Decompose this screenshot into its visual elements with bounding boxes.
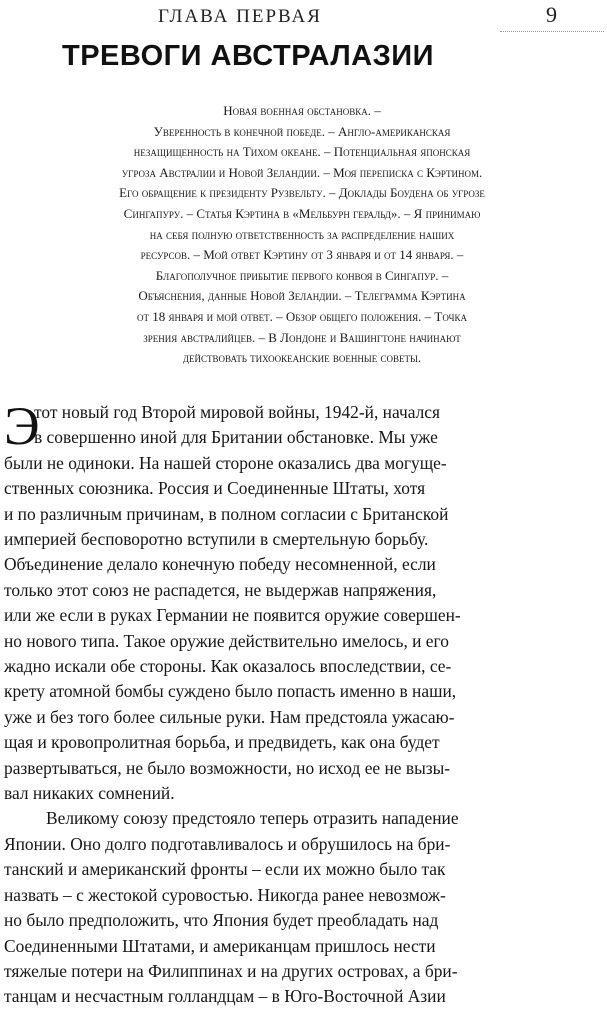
paragraph-1 bbox=[4, 396, 461, 806]
chapter-title: ТРЕВОГИ АВСТРАЛАЗИИ bbox=[62, 40, 434, 72]
body-line: тот новый год Второй мировой войны, 1942-й, начался bbox=[34, 402, 440, 422]
body-line: назвать – с жестокой суровостью. Никогда ранее невозмож- bbox=[4, 884, 446, 905]
body-text bbox=[4, 396, 461, 1010]
summary-line: угроза Австралии и Новой Зеландии. – Моя переписка с Кэртином. bbox=[121, 164, 483, 180]
body-line: и по различным причинам, в полном согласии с Британской bbox=[4, 503, 449, 524]
summary-line: незащищенность на Тихом океане. – Потенциальная японская bbox=[133, 144, 471, 160]
summary-line: зрения австралийцев. – В Лондоне и Вашингтоне начинают bbox=[143, 329, 461, 345]
summary-line: Новая военная обстановка. – bbox=[223, 103, 381, 118]
summary-line: Его обращение к президенту Рузвельту. – Доклады Боудена об угрозе bbox=[119, 185, 485, 201]
body-line: Объединение делало конечную победу несомненной, если bbox=[4, 554, 436, 575]
body-line: развертываться, не было возможности, но исход ее не вызы- bbox=[4, 757, 451, 778]
body-line: Соединенными Штатами, и американцам пришлось нести bbox=[4, 935, 436, 956]
summary-line: ресурсов. – Мой ответ Кэртину от 3 января и от 14 января. – bbox=[140, 247, 464, 263]
body-line: танский и американский фронты – если их можно было так bbox=[4, 859, 446, 880]
summary-line: Сингапуру. – Статья Кэртина в «Мельбурн геральд». – Я принимаю bbox=[123, 205, 481, 221]
header-rule bbox=[500, 31, 604, 32]
body-line: империей бесповоротно вступили в смертельную борьбу. bbox=[4, 529, 429, 550]
body-line: танцам и несчастным голландцам – в Юго-Восточной Азии bbox=[4, 986, 446, 1007]
summary-line: Благополучное прибытие первого конвоя в Сингапур. – bbox=[155, 267, 449, 283]
running-head: ГЛАВА ПЕРВАЯ bbox=[158, 6, 322, 27]
body-line: тяжелые потери на Филиппинах и на других островах, а бри- bbox=[4, 960, 458, 981]
body-line: или же если в руках Германии не появится оружие совершен- bbox=[4, 605, 461, 626]
body-line: Японии. Оно долго подготавливалось и обрушилось на бри- bbox=[4, 833, 451, 854]
body-line: крету атомной бомбы суждено было попасть именно в наши, bbox=[4, 681, 457, 702]
body-line: были не одиноки. На нашей стороне оказались два могуще- bbox=[4, 452, 447, 473]
paragraph-2 bbox=[4, 806, 459, 1009]
body-line: ственных союзника. Россия и Соединенные Штаты, хотя bbox=[4, 478, 426, 499]
summary-line: от 18 января и мой ответ. – Обзор общего положения. – Точка bbox=[137, 308, 467, 324]
body-line: в совершенно иной для Британии обстановке. Мы уже bbox=[34, 427, 438, 448]
summary-line: Объяснения, данные Новой Зеландии. – Телеграмма Кэртина bbox=[138, 288, 466, 304]
body-line: уже и без того более сильные руки. Нам предстояла ужасаю- bbox=[4, 706, 455, 727]
body-line: только этот союз не распадется, не выдержав напряжения, bbox=[4, 579, 437, 600]
chapter-summary bbox=[92, 101, 512, 369]
body-line: но нового типа. Такое оружие действительно имелось, и его bbox=[4, 630, 449, 651]
summary-line: на себя полную ответственность за распределение наших bbox=[149, 226, 455, 242]
page-number: 9 bbox=[546, 2, 557, 27]
dropcap-letter: Э bbox=[4, 396, 40, 456]
body-line: вал никаких сомнений. bbox=[4, 783, 175, 804]
body-line: щая и кровопролитная борьба, и предвидеть, как она будет bbox=[4, 732, 440, 753]
summary-line: действовать тихоокеанские военные советы. bbox=[182, 350, 422, 366]
body-line: но было предположить, что Япония будет преобладать над bbox=[4, 910, 439, 931]
summary-line: Уверенность в конечной победе. – Англо-американская bbox=[153, 123, 451, 139]
body-line: жадно искали обе стороны. Как оказалось впоследствии, се- bbox=[4, 656, 452, 677]
body-line: Великому союзу предстояло теперь отразить нападение bbox=[46, 808, 459, 829]
